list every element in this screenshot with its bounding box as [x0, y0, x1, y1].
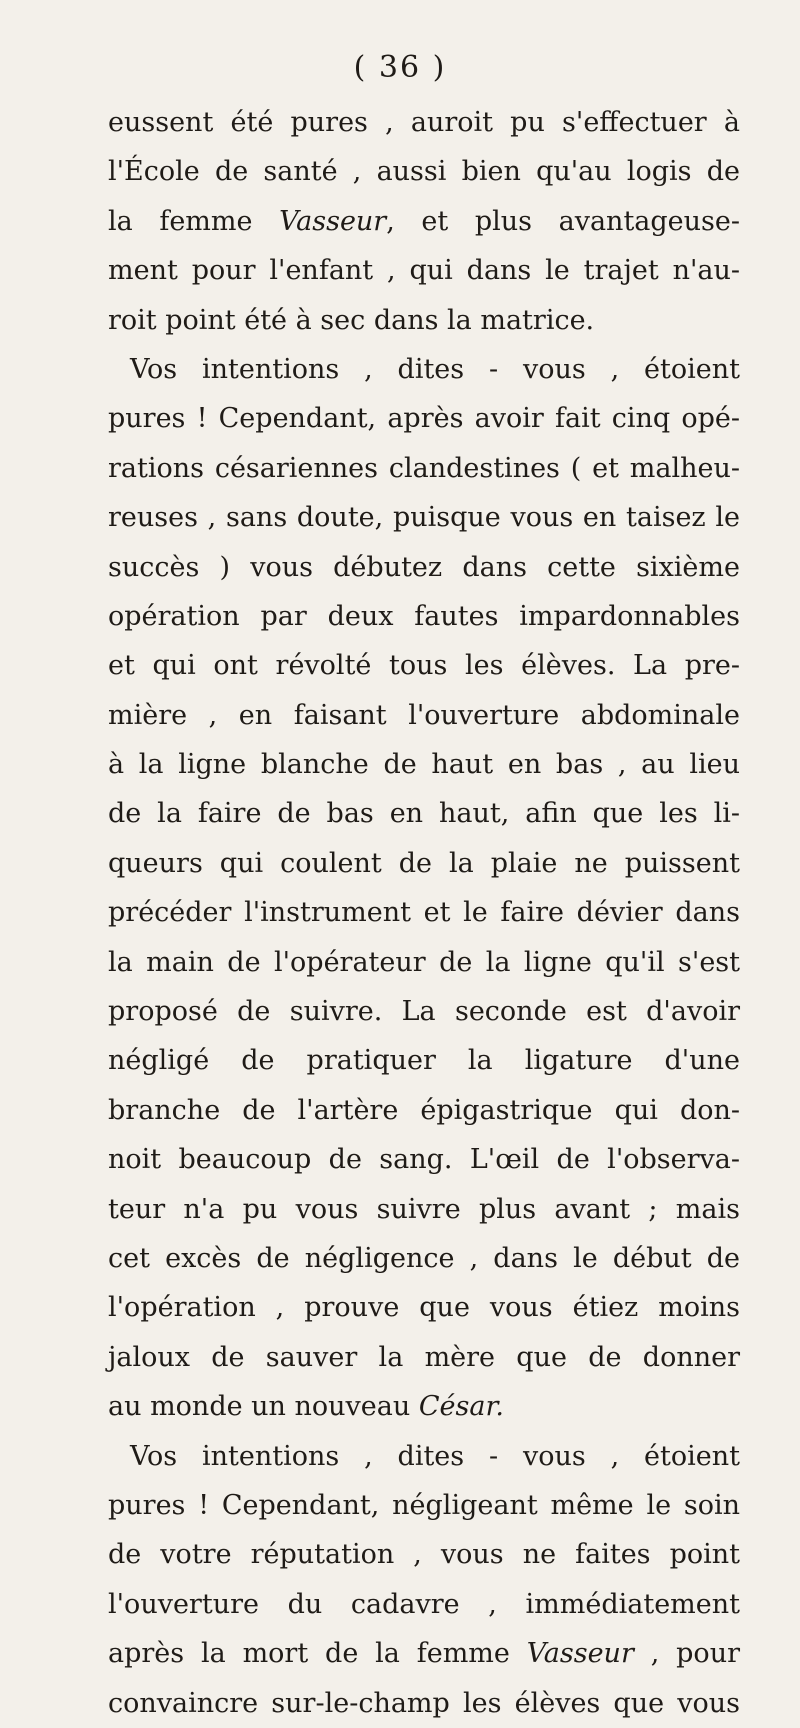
text-line: branche de l'artère épigastrique qui don-: [108, 1094, 740, 1126]
italic-name: Vasseur: [526, 1638, 634, 1670]
text-line: proposé de suivre. La seconde est d'avoir: [108, 996, 740, 1028]
text-line: Vos intentions , dites - vous , étoient: [130, 353, 740, 385]
text-line: à la ligne blanche de haut en bas , au lieu: [108, 749, 740, 781]
text-line: Vos intentions , dites - vous , étoient: [130, 1440, 740, 1472]
text-line: ment pour l'enfant , qui dans le trajet n'au-: [108, 255, 740, 287]
text-line: après la mort de la femme Vasseur , pour: [108, 1638, 740, 1670]
text-line: cet excès de négligence , dans le début de: [108, 1242, 740, 1274]
text-line: succès ) vous débutez dans cette sixième: [108, 551, 740, 583]
text-line: reuses , sans doute, puisque vous en taisez le: [108, 502, 740, 534]
text-line: eussent été pures , auroit pu s'effectuer à: [108, 107, 740, 138]
text-line: noit beaucoup de sang. L'œil de l'observa-: [108, 1144, 740, 1176]
text-line: l'opération , prouve que vous étiez moins: [108, 1292, 740, 1324]
text-line: et qui ont révolté tous les élèves. La pre-: [108, 650, 740, 682]
text-line: teur n'a pu vous suivre plus avant ; mais: [108, 1193, 740, 1225]
text-line: de votre réputation , vous ne faites point: [108, 1539, 740, 1571]
text-line: queurs qui coulent de la plaie ne puissent: [108, 847, 740, 879]
text-line: au monde un nouveau César.: [108, 1391, 504, 1423]
text-line: de la faire de bas en haut, afin que les li-: [108, 798, 740, 830]
text-line: précéder l'instrument et le faire dévier dans: [108, 897, 740, 929]
page-number: ( 36 ): [353, 50, 447, 85]
text-line: pures ! Cependant, négligeant même le soin: [108, 1489, 740, 1521]
text-line: négligé de pratiquer la ligature d'une: [108, 1045, 740, 1077]
italic-name: César.: [418, 1391, 504, 1423]
text-line: roit point été à sec dans la matrice.: [108, 304, 595, 336]
text-line: l'École de santé , aussi bien qu'au logis de: [108, 156, 740, 188]
text-line: l'ouverture du cadavre , immédiatement: [108, 1588, 740, 1620]
text-line: mière , en faisant l'ouverture abdominale: [108, 699, 740, 731]
text-line: rations césariennes clandestines ( et malheu-: [108, 452, 740, 484]
italic-name: Vasseur: [279, 205, 387, 237]
text-line: convaincre sur-le-champ les élèves que vous: [108, 1687, 740, 1719]
text-line: la femme Vasseur, et plus avantageuse-: [108, 205, 741, 237]
text-line: jaloux de sauver la mère que de donner: [108, 1341, 740, 1373]
body-text: [108, 98, 740, 1728]
text-line: pures ! Cependant, après avoir fait cinq opé-: [108, 403, 740, 435]
text-line: opération par deux fautes impardonnables: [108, 600, 740, 632]
text-line: la main de l'opérateur de la ligne qu'il s'est: [108, 946, 740, 978]
